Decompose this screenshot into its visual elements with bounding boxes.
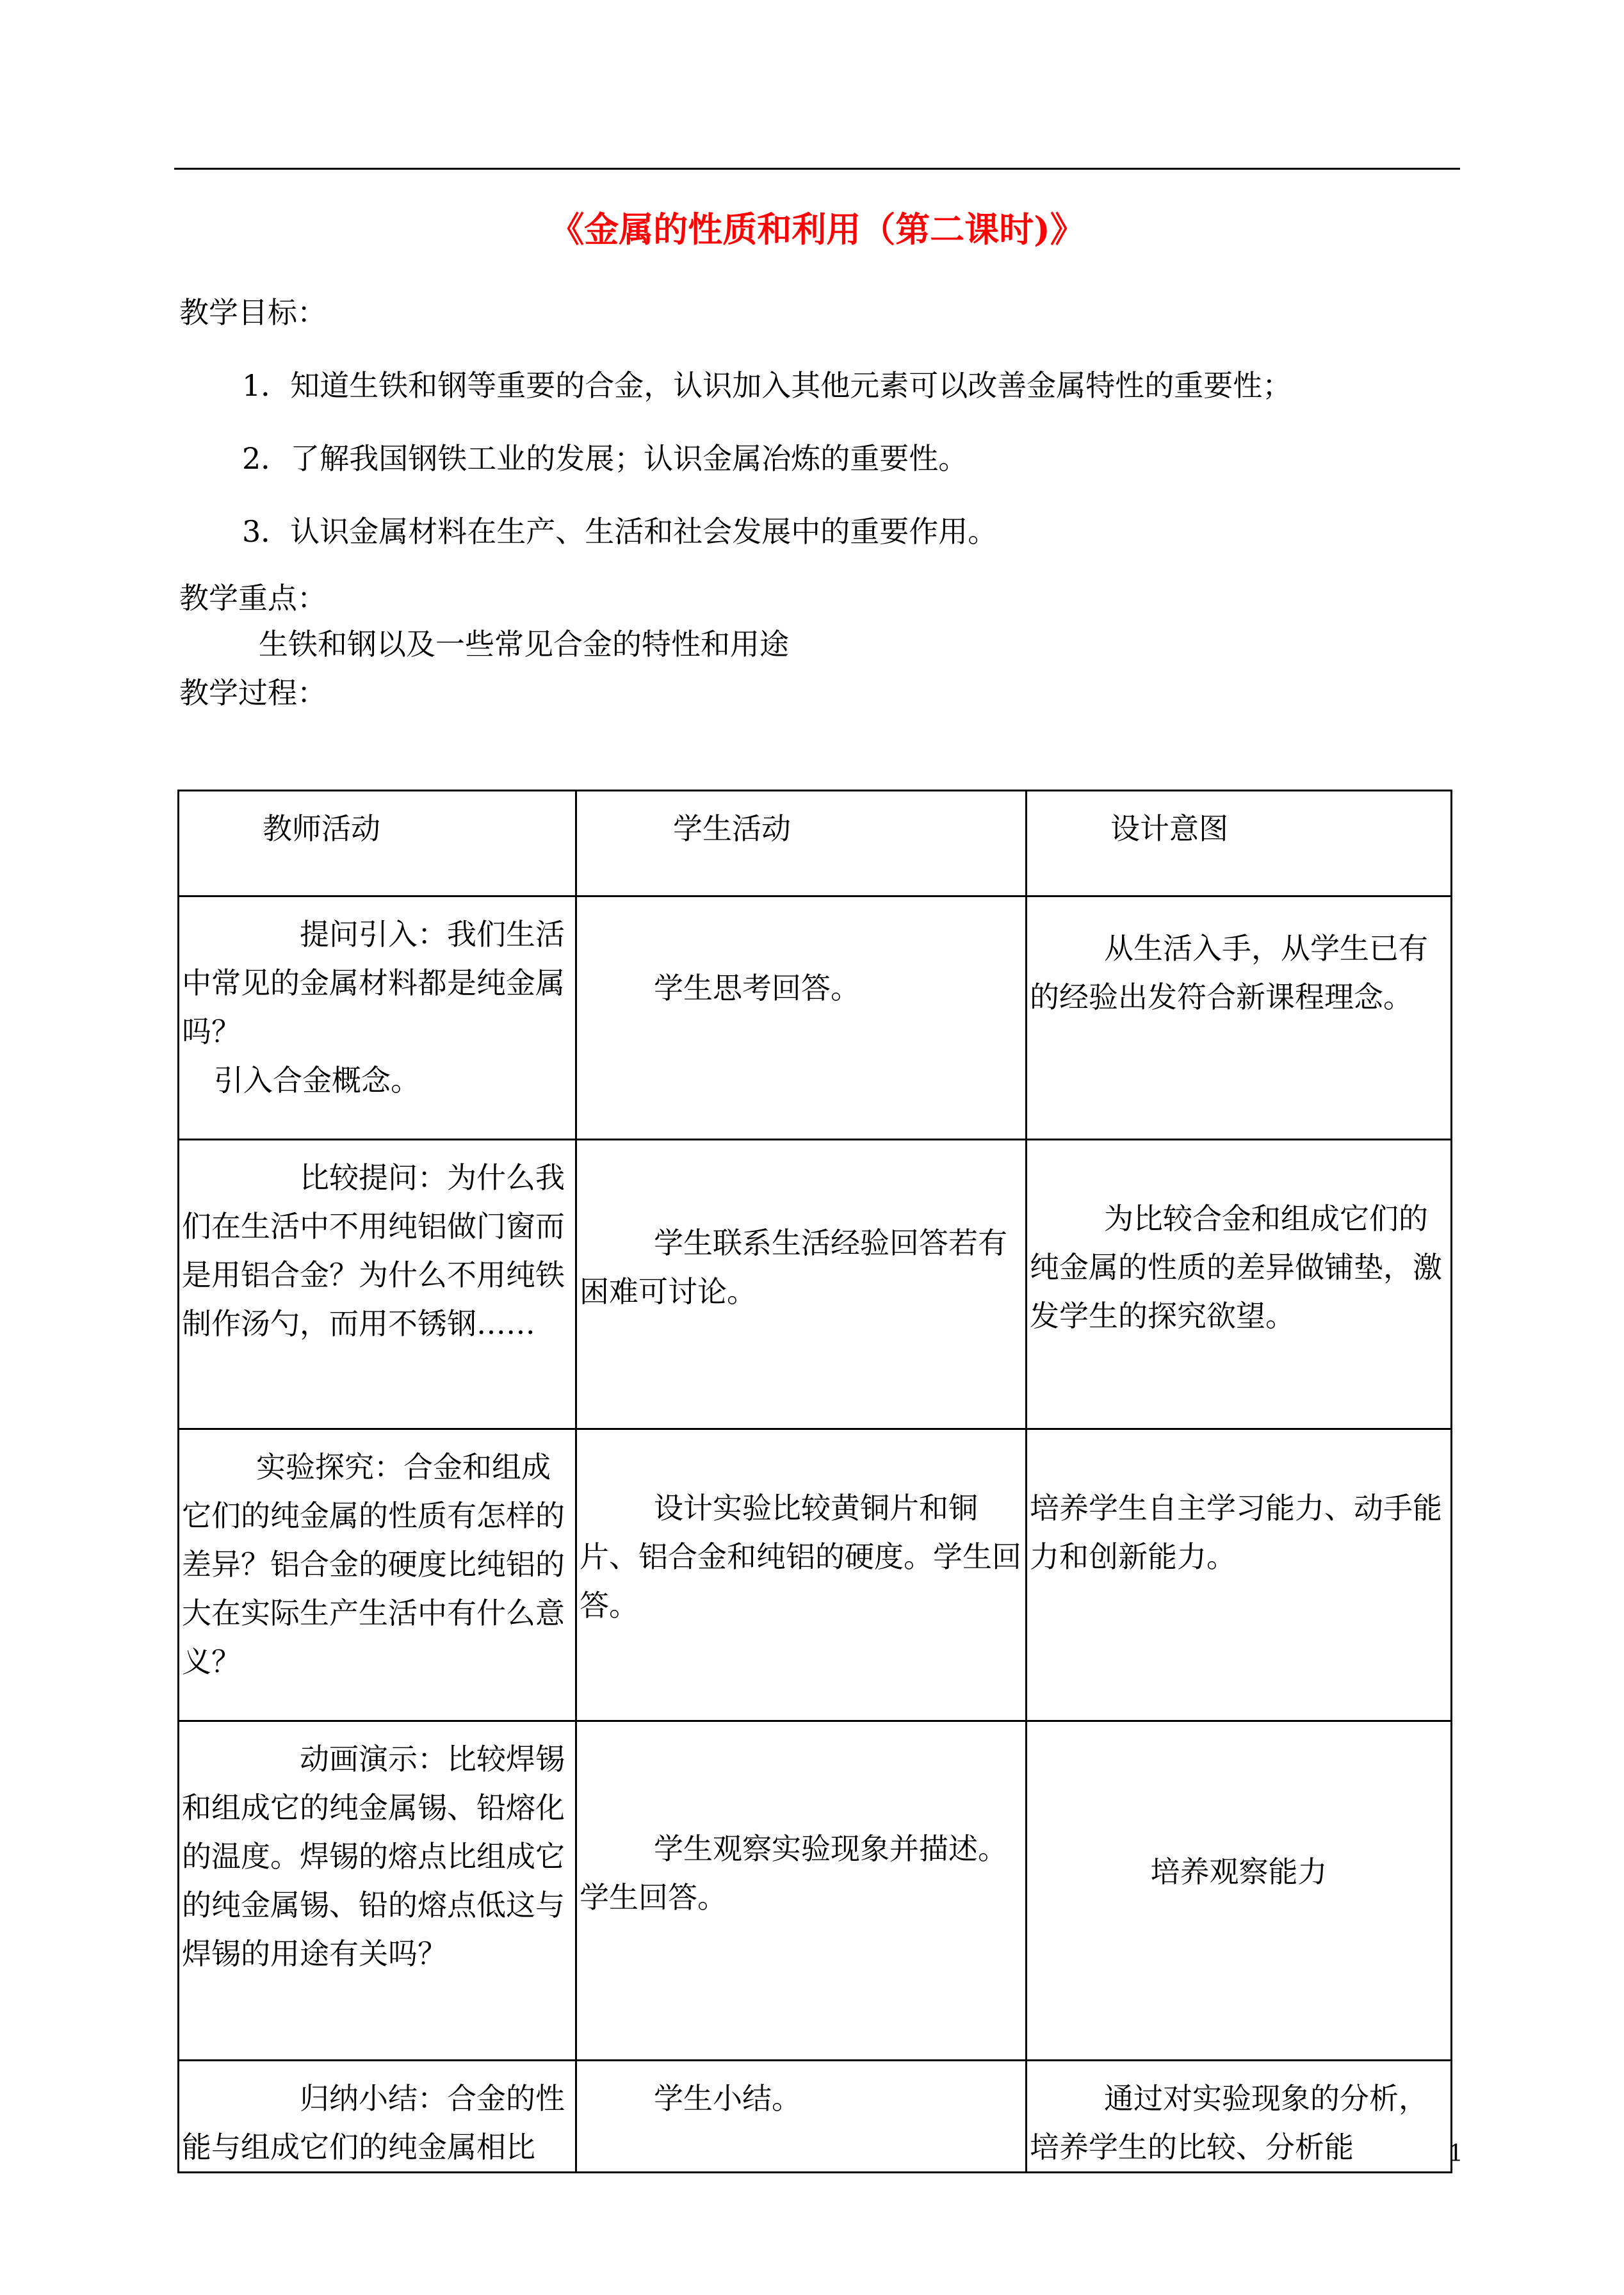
table-row xyxy=(179,2061,1452,2173)
teacher-activity-extra: 引入合金概念。 xyxy=(214,1063,420,1098)
teaching-process-table xyxy=(177,790,1452,2173)
teacher-activity-cell: 实验探究：合金和组成它们的纯金属的性质有怎样的差异？铝合金的硬度比纯铝的大在实际生产生活中有什么意义？ xyxy=(179,1429,576,1721)
design-intent-cell: 培养学生自主学习能力、动手能力和创新能力。 xyxy=(1027,1429,1452,1721)
student-activity-cell: 设计实验比较黄铜片和铜片、铝合金和纯铝的硬度。学生回答。 xyxy=(576,1429,1027,1721)
table-row xyxy=(179,1140,1452,1429)
design-intent-cell: 从生活入手，从学生已有的经验出发符合新课程理念。 xyxy=(1027,896,1452,1140)
document-title: 《金属的性质和利用（第二课时)》 xyxy=(549,209,1085,250)
student-activity-cell: 学生联系生活经验回答若有困难可讨论。 xyxy=(576,1140,1027,1429)
objective-item-2: 2．了解我国钢铁工业的发展；认识金属冶炼的重要性。 xyxy=(242,441,968,476)
key-points-heading: 教学重点： xyxy=(179,581,327,615)
key-points-text: 生铁和钢以及一些常见合金的特性和用途 xyxy=(259,627,789,661)
page-number: 1 xyxy=(1449,2141,1463,2167)
table-header-row xyxy=(179,791,1452,896)
table-row xyxy=(179,1721,1452,2061)
student-activity-cell: 学生观察实验现象并描述。学生回答。 xyxy=(576,1721,1027,2061)
process-heading: 教学过程： xyxy=(179,676,327,710)
table-row xyxy=(179,1429,1452,1721)
teacher-activity-cell: 归纳小结：合金的性能与组成它们的纯金属相比 xyxy=(179,2061,576,2173)
header-student-activity: 学生活动 xyxy=(576,791,1027,896)
teacher-activity-text: 提问引入：我们生活中常见的金属材料都是纯金属吗？ xyxy=(182,917,565,1049)
teacher-activity-cell xyxy=(179,896,576,1140)
objectives-heading: 教学目标： xyxy=(179,295,327,330)
header-design-intent: 设计意图 xyxy=(1027,791,1452,896)
design-intent-cell: 通过对实验现象的分析，培养学生的比较、分析能 xyxy=(1027,2061,1452,2173)
objective-item-1: 1．知道生铁和钢等重要的合金，认识加入其他元素可以改善金属特性的重要性； xyxy=(242,368,1292,403)
objective-item-3: 3．认识金属材料在生产、生活和社会发展中的重要作用。 xyxy=(242,514,998,549)
student-activity-cell: 学生小结。 xyxy=(576,2061,1027,2173)
header-rule xyxy=(174,168,1460,170)
teacher-activity-cell: 比较提问：为什么我们在生活中不用纯铝做门窗而是用铝合金？为什么不用纯铁制作汤勺，而用不锈钢…… xyxy=(179,1140,576,1429)
design-intent-cell: 为比较合金和组成它们的纯金属的性质的差异做铺垫，激发学生的探究欲望。 xyxy=(1027,1140,1452,1429)
student-activity-cell: 学生思考回答。 xyxy=(576,896,1027,1140)
teacher-activity-cell: 动画演示：比较焊锡和组成它的纯金属锡、铅熔化的温度。焊锡的熔点比组成它的纯金属锡、铅的熔点低这与焊锡的用途有关吗？ xyxy=(179,1721,576,2061)
design-intent-cell: 培养观察能力 xyxy=(1027,1721,1452,2061)
header-teacher-activity: 教师活动 xyxy=(179,791,576,896)
table-row xyxy=(179,896,1452,1140)
